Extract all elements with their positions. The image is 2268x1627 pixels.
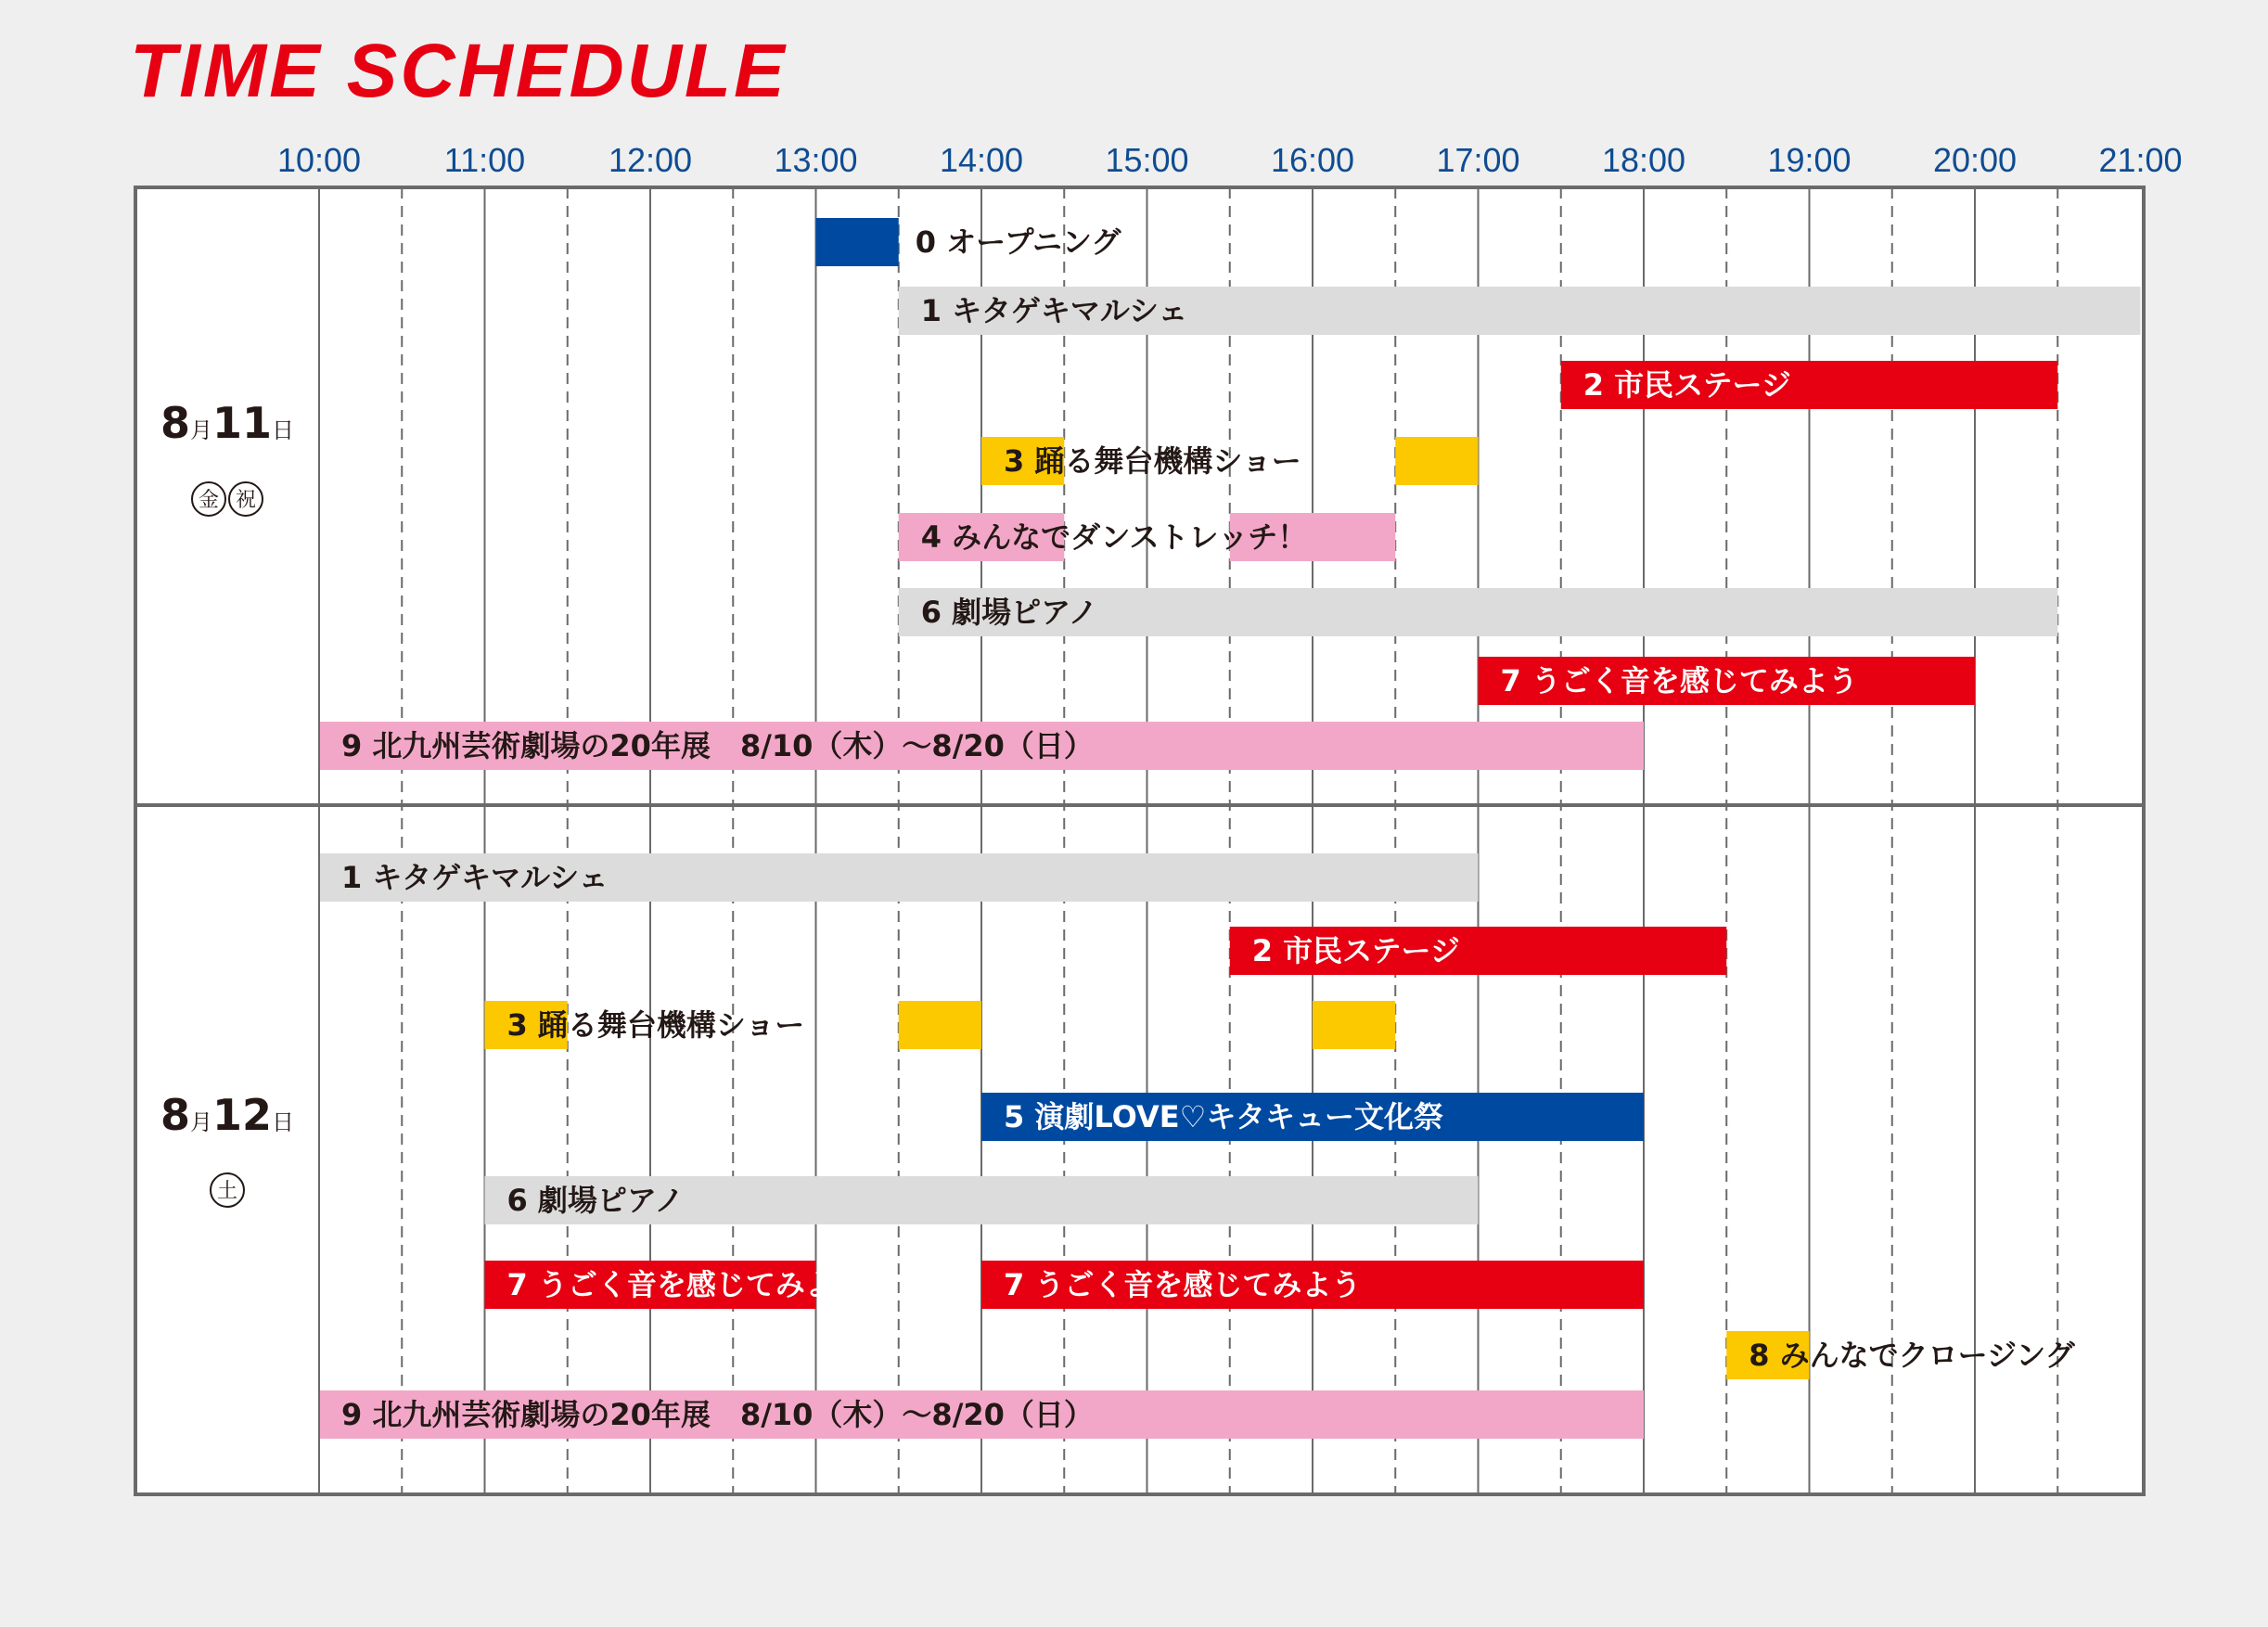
schedule-bar <box>816 218 899 266</box>
schedule-bar-label: 7 うごく音を感じてみよう <box>1500 663 1858 698</box>
schedule-row <box>1230 927 1727 975</box>
hour-tick-label: 19:00 <box>1767 141 1852 179</box>
schedule-bar-label: 1 キタゲキマルシェ <box>341 860 609 895</box>
hour-tick-label: 20:00 <box>1932 141 2018 179</box>
schedule-bar-label: 3 踊る舞台機構ショー <box>1004 443 1301 479</box>
schedule-bar-label: 6 劇場ピアノ <box>920 595 1098 630</box>
day-label-day: 11 <box>212 398 273 448</box>
schedule-row <box>899 588 2058 636</box>
schedule-bar-label: 5 演劇LOVE♡キタキュー文化祭 <box>1004 1099 1443 1134</box>
day-label-day-unit: 日 <box>272 1109 295 1135</box>
day-badge-text: 祝 <box>235 489 257 512</box>
schedule-bar <box>1313 1001 1395 1049</box>
hour-tick-label: 10:00 <box>276 141 362 179</box>
day-badge-text: 金 <box>198 489 220 512</box>
schedule-bar-label: 2 市民ステージ <box>1251 933 1460 968</box>
hour-tick-label: 17:00 <box>1436 141 1520 179</box>
day-label-month-unit: 月 <box>190 1109 212 1135</box>
day-label-day: 12 <box>212 1090 273 1140</box>
schedule-row <box>1561 361 2058 409</box>
schedule-row <box>1726 1331 2075 1379</box>
hour-tick-label: 15:00 <box>1105 141 1189 179</box>
schedule-row <box>816 218 1122 266</box>
schedule-bar-label: 7 うごく音を感じてみよう <box>506 1267 865 1302</box>
schedule-bar-label: 8 みんなでクロージング <box>1749 1338 2075 1373</box>
hour-tick-label: 13:00 <box>774 141 858 179</box>
day-label-month: 8 <box>160 398 190 448</box>
hour-tick-label: 11:00 <box>443 141 526 179</box>
schedule-row <box>981 1093 1644 1141</box>
day-label-month-unit: 月 <box>190 417 212 443</box>
schedule-bar-label: 4 みんなでダンストレッチ！ <box>920 519 1308 555</box>
day-label-month: 8 <box>160 1090 190 1140</box>
schedule-row <box>485 1176 1479 1224</box>
schedule-row <box>319 722 1644 770</box>
hour-tick-label: 16:00 <box>1270 141 1355 179</box>
hour-tick-label: 12:00 <box>608 141 693 179</box>
x-axis-ticks <box>277 141 2183 179</box>
schedule-bar <box>1395 437 1478 485</box>
schedule-row <box>899 287 2141 335</box>
schedule-row <box>319 853 1479 902</box>
schedule-bar-label: 0 オープニング <box>915 224 1121 260</box>
schedule-bar-label: 1 キタゲキマルシェ <box>920 293 1188 328</box>
schedule-bar-label: 6 劇場ピアノ <box>506 1183 685 1218</box>
schedule-bar-label: 2 市民ステージ <box>1582 367 1791 403</box>
schedule-bar <box>899 1001 981 1049</box>
schedule-row <box>899 513 1396 561</box>
schedule-bar-label: 3 踊る舞台機構ショー <box>506 1007 805 1043</box>
hour-tick-label: 21:00 <box>2098 141 2183 179</box>
schedule-row <box>981 437 1479 485</box>
day-label-day-unit: 日 <box>272 417 295 443</box>
hour-tick-label: 18:00 <box>1601 141 1686 179</box>
page-title: TIME SCHEDULE <box>130 29 788 113</box>
schedule-bar-label: 9 北九州芸術劇場の20年展 8/10（木）〜8/20（日） <box>341 728 1094 763</box>
day-badge-text: 土 <box>216 1180 238 1203</box>
schedule-row <box>319 1390 1644 1439</box>
hour-tick-label: 14:00 <box>939 141 1024 179</box>
schedule-bar-label: 9 北九州芸術劇場の20年展 8/10（木）〜8/20（日） <box>341 1397 1094 1432</box>
schedule-row <box>1479 657 1976 705</box>
schedule-row <box>485 1261 1645 1309</box>
schedule-bar-label: 7 うごく音を感じてみよう <box>1004 1267 1362 1302</box>
